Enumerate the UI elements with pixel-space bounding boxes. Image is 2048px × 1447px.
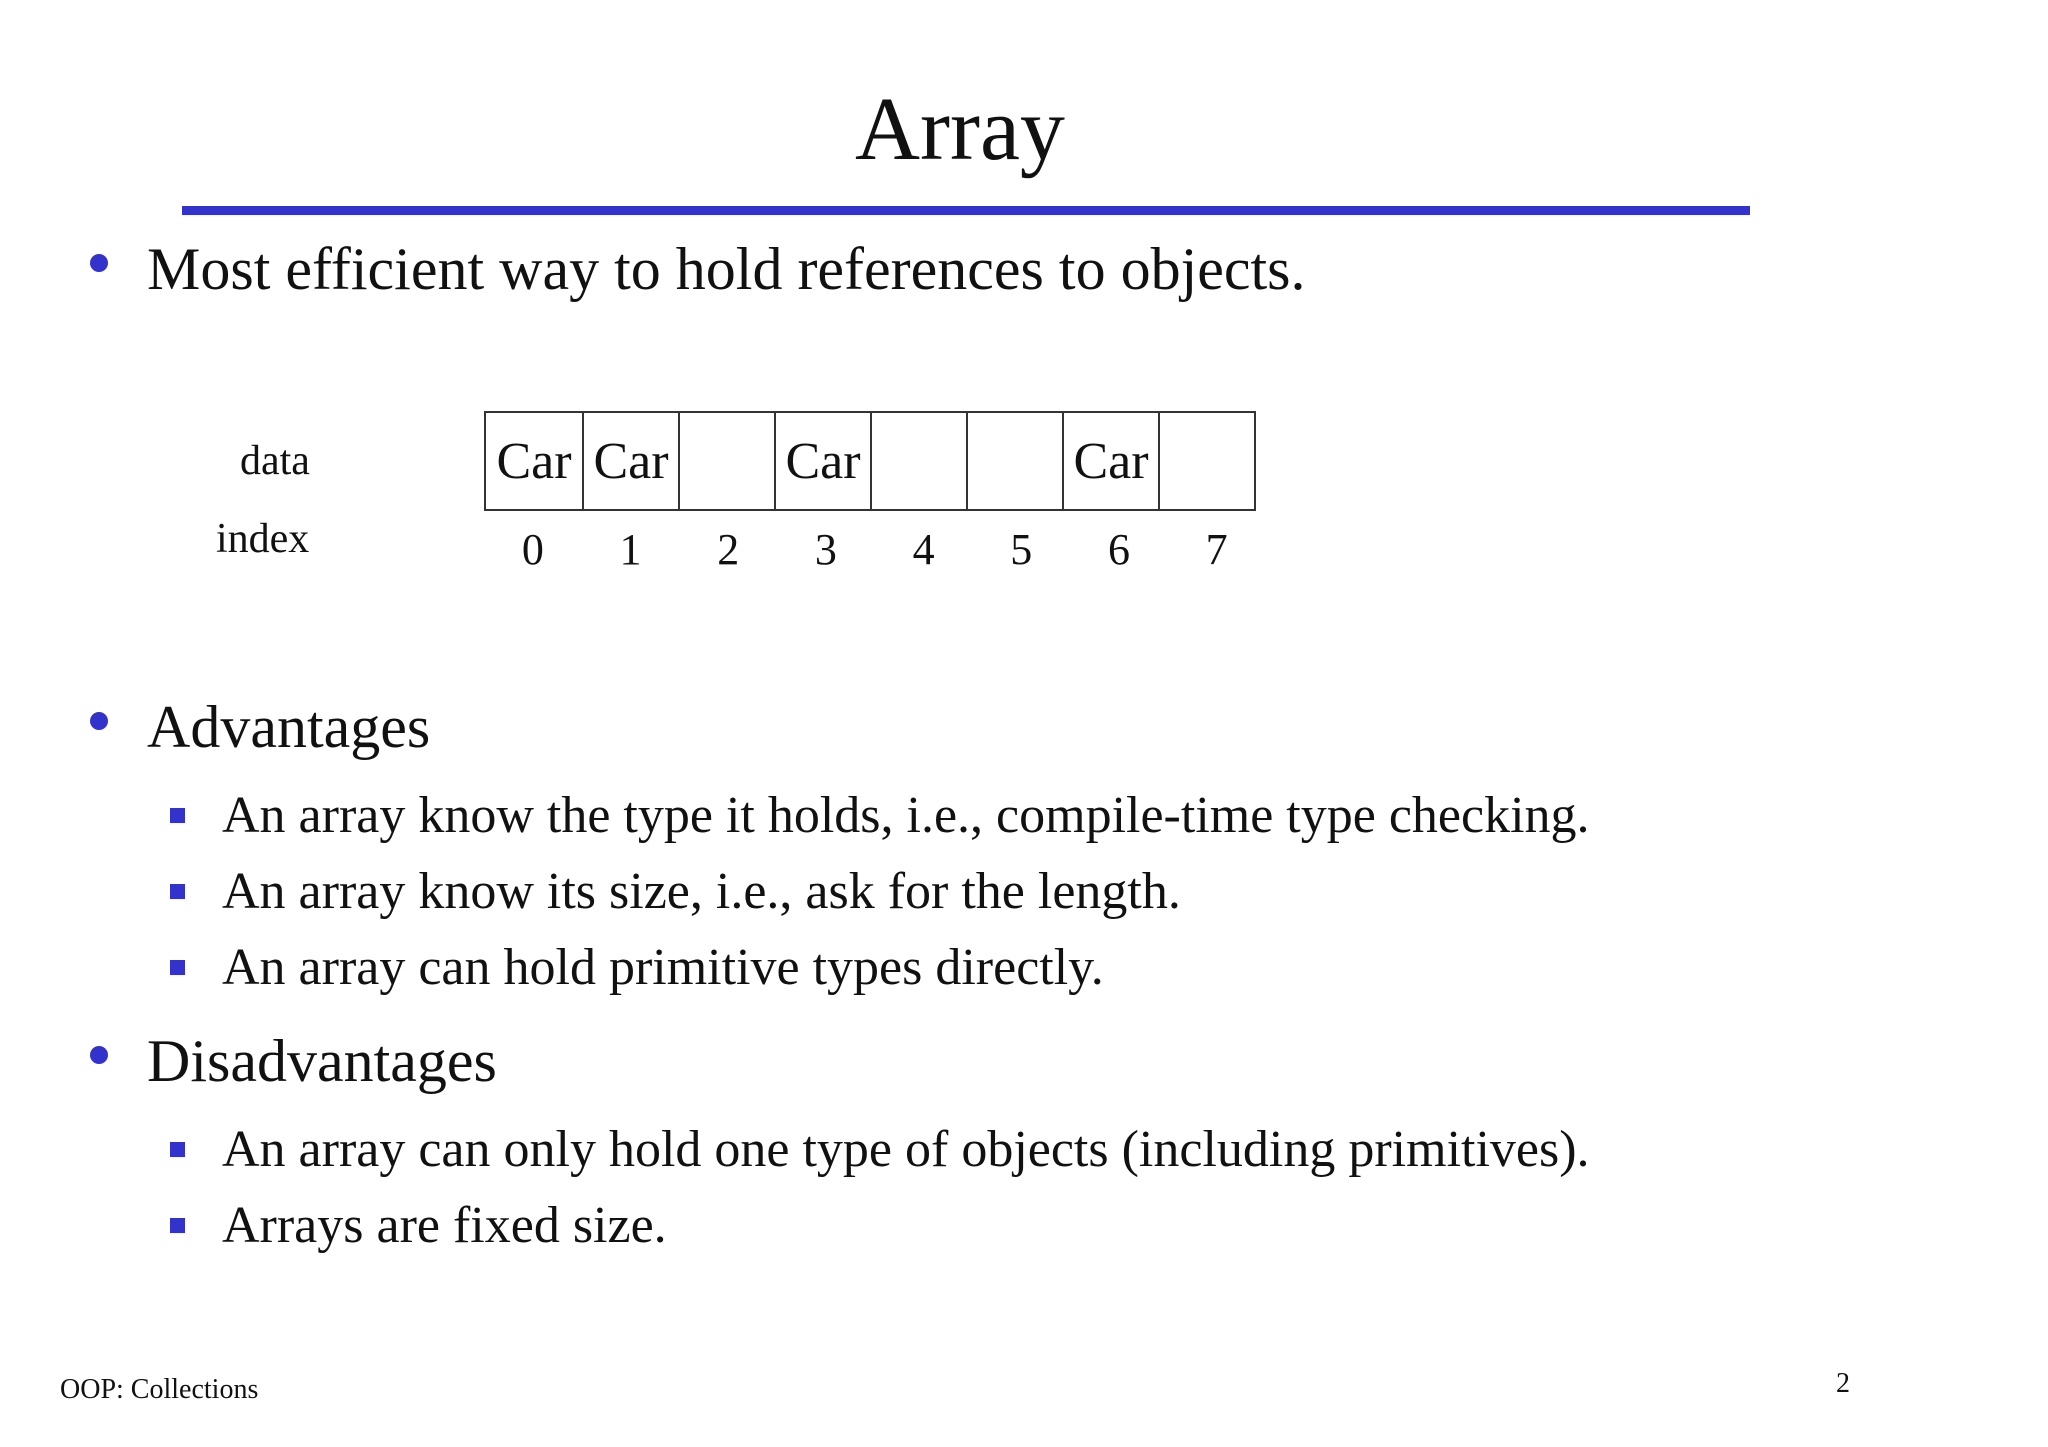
advantage-item: An array know its size, i.e., ask for the length. — [222, 863, 1181, 920]
sub-bullet-square — [170, 960, 185, 975]
disadvantage-item: Arrays are fixed size. — [222, 1197, 667, 1254]
bullet-advantages: Advantages — [147, 694, 431, 760]
array-index: 3 — [814, 525, 837, 574]
sub-bullet-square — [170, 1218, 185, 1233]
array-index: 4 — [912, 525, 935, 574]
bullet-dot — [90, 254, 108, 272]
title-underline — [182, 206, 1750, 215]
advantage-item: An array know the type it holds, i.e., compile-time type checking. — [222, 787, 1590, 844]
array-cell: Car — [582, 413, 678, 509]
array-cell — [1158, 413, 1254, 509]
array-cell — [870, 413, 966, 509]
array-index: 2 — [717, 525, 740, 574]
array-index: 5 — [1010, 525, 1033, 574]
bullet-disadvantages: Disadvantages — [147, 1028, 497, 1094]
array-cell: Car — [496, 432, 572, 490]
slide-title: Array — [855, 80, 1065, 179]
array-cell: Car — [1062, 413, 1158, 509]
array-index: 0 — [521, 525, 544, 574]
array-index: 7 — [1205, 525, 1228, 574]
array-indices — [484, 520, 1266, 580]
array-index: 1 — [619, 525, 642, 574]
sub-bullet-square — [170, 1142, 185, 1157]
footer-course: OOP: Collections — [60, 1374, 259, 1405]
array-cells — [484, 411, 1256, 511]
diagram-data-label: data — [240, 438, 310, 484]
disadvantage-item: An array can only hold one type of objects (including primitives). — [222, 1121, 1590, 1178]
sub-bullet-square — [170, 884, 185, 899]
page-number: 2 — [1836, 1368, 1850, 1399]
array-cell: Car — [774, 413, 870, 509]
advantage-item: An array can hold primitive types directly. — [222, 939, 1104, 996]
bullet-dot — [90, 712, 108, 730]
bullet-dot — [90, 1046, 108, 1064]
array-cell — [678, 413, 774, 509]
array-index: 6 — [1107, 525, 1130, 574]
sub-bullet-square — [170, 808, 185, 823]
diagram-index-label: index — [216, 516, 310, 562]
bullet-most-efficient: Most efficient way to hold references to objects. — [147, 236, 1306, 302]
array-cell — [966, 413, 1062, 509]
